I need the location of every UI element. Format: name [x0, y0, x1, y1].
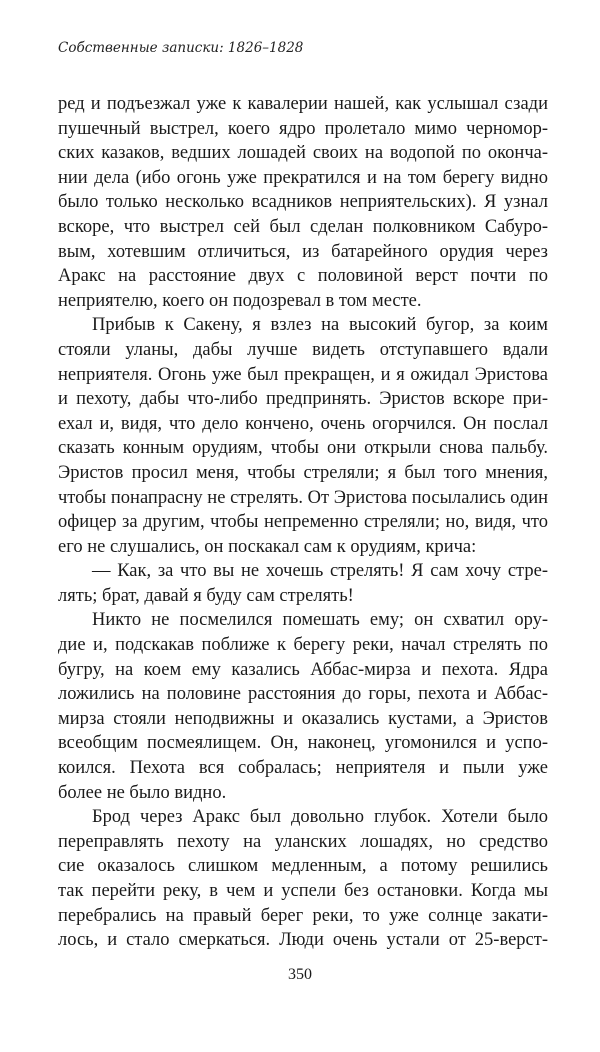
text-line: мирза стояли неподвижны и оказались кустами, а Эристов: [58, 708, 548, 729]
text-line: вскоре, что выстрел сей был сделан полковником Сабуро-: [58, 216, 548, 237]
text-line: лось, и стало смеркаться. Люди очень устали от 25-верст-: [58, 930, 548, 951]
text-line: Прибыв к Сакену, я взлез на высокий бугор, за коим: [92, 315, 548, 336]
text-line: дие и, подскакав поближе к берегу реки, начал стрелять по: [58, 635, 548, 656]
text-line: вым, хотевшим отличиться, из батарейного орудия через: [58, 241, 548, 262]
text-line: переправлять пехоту на уланских лошадях, но средство: [58, 831, 548, 852]
text-line: перебрались на правый берег реки, то уже солнце закати-: [58, 905, 548, 926]
body-text: [58, 92, 548, 953]
text-line: чтобы понапрасну не стрелять. От Эристова посылались один: [58, 487, 548, 508]
text-line: неприятеля. Огонь уже был прекращен, и я ожидал Эристова: [58, 364, 548, 385]
text-line: нии дела (ибо огонь уже прекратился и на том берегу видно: [58, 167, 548, 188]
text-line: офицер за другим, чтобы непременно стреляли; но, видя, что: [58, 512, 548, 533]
text-line: лять; брат, давай я буду сам стрелять!: [58, 585, 354, 606]
text-line: Никто не посмелился помешать ему; он схватил ору-: [92, 610, 548, 631]
text-line: его не слушались, он поскакал сам к орудиям, крича:: [58, 536, 477, 557]
text-line: Аракс на расстояние двух с половиной верст почти по: [58, 266, 548, 287]
text-line: ских казаков, ведших лошадей своих на водопой по оконча-: [58, 143, 548, 164]
text-line: пушечный выстрел, коего ядро пролетало мимо черномор-: [58, 118, 548, 139]
text-line: стояли уланы, дабы лучше видеть отступавшего вдали: [58, 339, 548, 360]
text-line: неприятелю, коего он подозревал в том месте.: [58, 290, 422, 311]
text-line: коился. Пехота вся собралась; неприятеля и пыли уже: [58, 758, 548, 779]
text-line: ложились на половине расстояния до горы, пехота и Аббас-: [58, 684, 548, 705]
text-line: и пехоту, дабы что-либо предпринять. Эристов вскоре при-: [58, 389, 548, 410]
running-header: Собственные записки: 1826–1828: [58, 40, 304, 56]
text-line: бугру, на коем ему казались Аббас-мирза и пехота. Ядра: [58, 659, 548, 680]
text-line: — Как, за что вы не хочешь стрелять! Я сам хочу стре-: [92, 561, 548, 582]
text-line: Брод через Аракс был довольно глубок. Хотели было: [92, 807, 548, 828]
text-line: было только несколько всадников неприятельских). Я узнал: [58, 192, 548, 213]
text-line: более не было видно.: [58, 782, 227, 803]
text-line: Эристов просил меня, чтобы стреляли; я был того мнения,: [58, 462, 548, 483]
text-line: сие оказалось слишком медленным, а потому решились: [58, 856, 548, 877]
text-line: так перейти реку, в чем и успели без остановки. Когда мы: [58, 881, 548, 901]
page-number: 350: [288, 966, 312, 983]
text-line: всеобщим посмеялищем. Он, наконец, угомонился и успо-: [58, 733, 548, 754]
text-line: ред и подъезжал уже к кавалерии нашей, как услышал сзади: [58, 94, 548, 114]
text-line: ехал и, видя, что дело кончено, очень огорчился. Он послал: [58, 413, 548, 434]
text-line: сказать конным орудиям, чтобы они открыли снова пальбу.: [58, 438, 548, 459]
